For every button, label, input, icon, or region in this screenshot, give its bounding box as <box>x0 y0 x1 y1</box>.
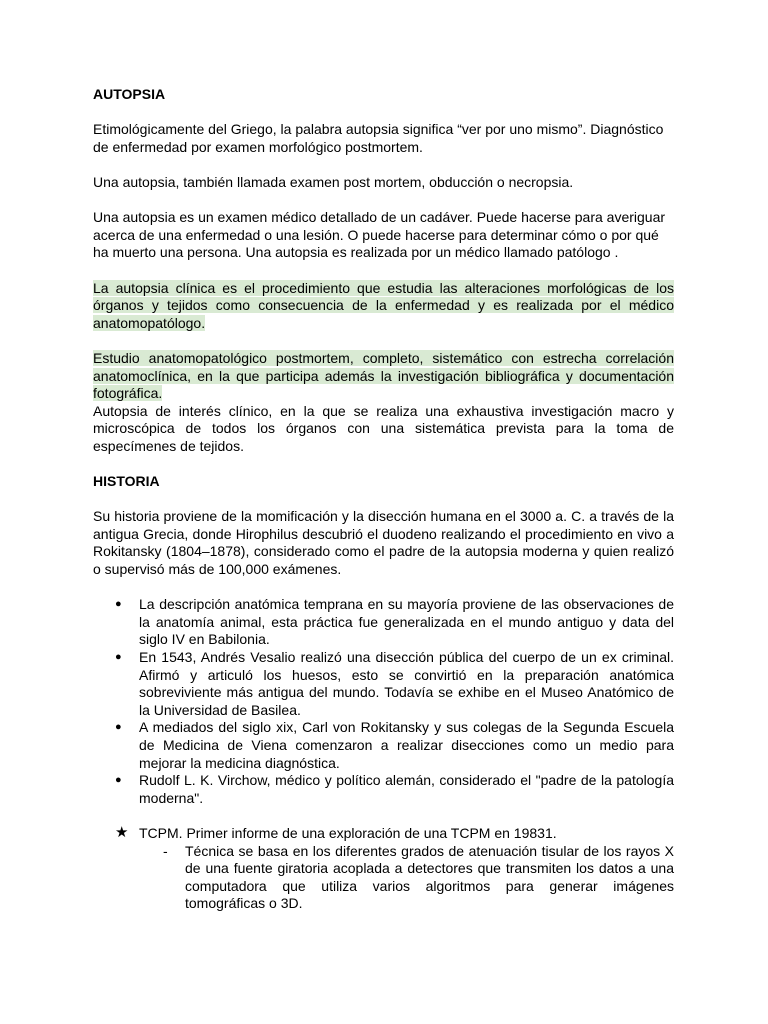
spacer <box>93 332 674 350</box>
bullet-icon: ● <box>115 598 122 611</box>
list-item <box>93 596 674 649</box>
document-page <box>93 86 674 913</box>
spacer <box>93 262 674 280</box>
dash-list-item <box>93 843 674 913</box>
list-item <box>93 649 674 719</box>
star-icon: ★ <box>115 823 129 841</box>
spacer <box>93 579 674 597</box>
spacer <box>93 455 674 473</box>
star-list-item <box>93 825 674 843</box>
heading-historia: HISTORIA <box>93 473 160 490</box>
bullet-icon: ● <box>115 651 122 663</box>
paragraph-clinical-interest: Autopsia de interés clínico, en la que se realiza una exhaustiva investigación macro y microscópica de todos los órganos con una sistemática prevista para la toma de especímenes de tejidos. <box>93 402 674 454</box>
paragraph-synonyms: Una autopsia, también llamada examen post mortem, obducción o necropsia. <box>93 173 574 190</box>
history-bullet-list <box>93 596 674 807</box>
bullet-icon: ● <box>115 774 122 787</box>
bullet-icon: ● <box>115 721 122 734</box>
spacer <box>93 491 674 509</box>
list-item-text: Rudolf L. K. Virchow, médico y político alemán, considerado el "padre de la patología moderna". <box>139 772 674 806</box>
list-item-text: A mediados del siglo xix, Carl von Rokitansky y sus colegas de la Segunda Escuela de Medicina de Viena comenzaron a realizar disecciones como un medio para mejorar la medicina diagnóstica. <box>139 719 674 771</box>
paragraph-clinical-autopsy <box>93 280 674 333</box>
star-item-text: TCPM. Primer informe de una exploración de una TCPM en 19831. <box>139 824 557 841</box>
list-item-text: En 1543, Andrés Vesalio realizó una disección pública del cuerpo de un ex criminal. Afirmó y articuló los huesos, esto se convirtió en la preparación anatómica sobreviviente más antigua del mundo. Todavía se exhibe en el Museo Anatómico de la Universidad de Basilea. <box>139 649 674 718</box>
paragraph-anatomopathological-study <box>93 350 674 403</box>
paragraph-definition: Una autopsia es un examen médico detallado de un cadáver. Puede hacerse para averiguar acerca de una enfermedad o una lesión. O puede hacerse para determinar cómo o por qué ha muerto una persona. Una autopsia es realizada por un médico llamado patólogo . <box>93 209 666 261</box>
spacer <box>93 156 674 174</box>
spacer <box>93 104 674 122</box>
highlighted-text: Estudio anatomopatológico postmortem, completo, sistemático con estrecha correlación anatomoclínica, en la que participa además la investigación bibliográfica y documentación fotográfica. <box>93 349 674 402</box>
spacer <box>93 192 674 210</box>
paragraph-history: Su historia proviene de la momificación y la disección humana en el 3000 a. C. a través de la antigua Grecia, donde Hirophilus descubrió el duodeno realizando el procedimiento en vivo a Rokitansky (1804–1878), considerado como el padre de la autopsia moderna y quien realizó o supervisó más de 100,000 exámenes. <box>93 508 674 578</box>
paragraph-etymology: Etimológicamente del Griego, la palabra autopsia significa “ver por uno mismo”. Diagnóstico de enfermedad por examen morfológico postmortem. <box>93 121 664 155</box>
list-item <box>93 719 674 772</box>
dash-item-text: Técnica se basa en los diferentes grados de atenuación tisular de los rayos X de una fuente giratoria acoplada a detectores que transmiten los datos a una computadora que utiliza varios algoritmos para generar imágenes tomográficas o 3D. <box>185 842 674 912</box>
heading-autopsia: AUTOPSIA <box>93 86 166 102</box>
list-item <box>93 772 674 807</box>
spacer <box>93 807 674 825</box>
dash-icon: - <box>163 842 168 859</box>
highlighted-text: La autopsia clínica es el procedimiento que estudia las alteraciones morfológicas de los órganos y tejidos como consecuencia de la enfermedad y es realizada por el médico anatomopatólogo. <box>93 279 674 331</box>
list-item-text: La descripción anatómica temprana en su mayoría proviene de las observaciones de la anatomía animal, esta práctica fue generalizada en el mundo antiguo y data del siglo IV en Babilonia. <box>139 596 674 648</box>
